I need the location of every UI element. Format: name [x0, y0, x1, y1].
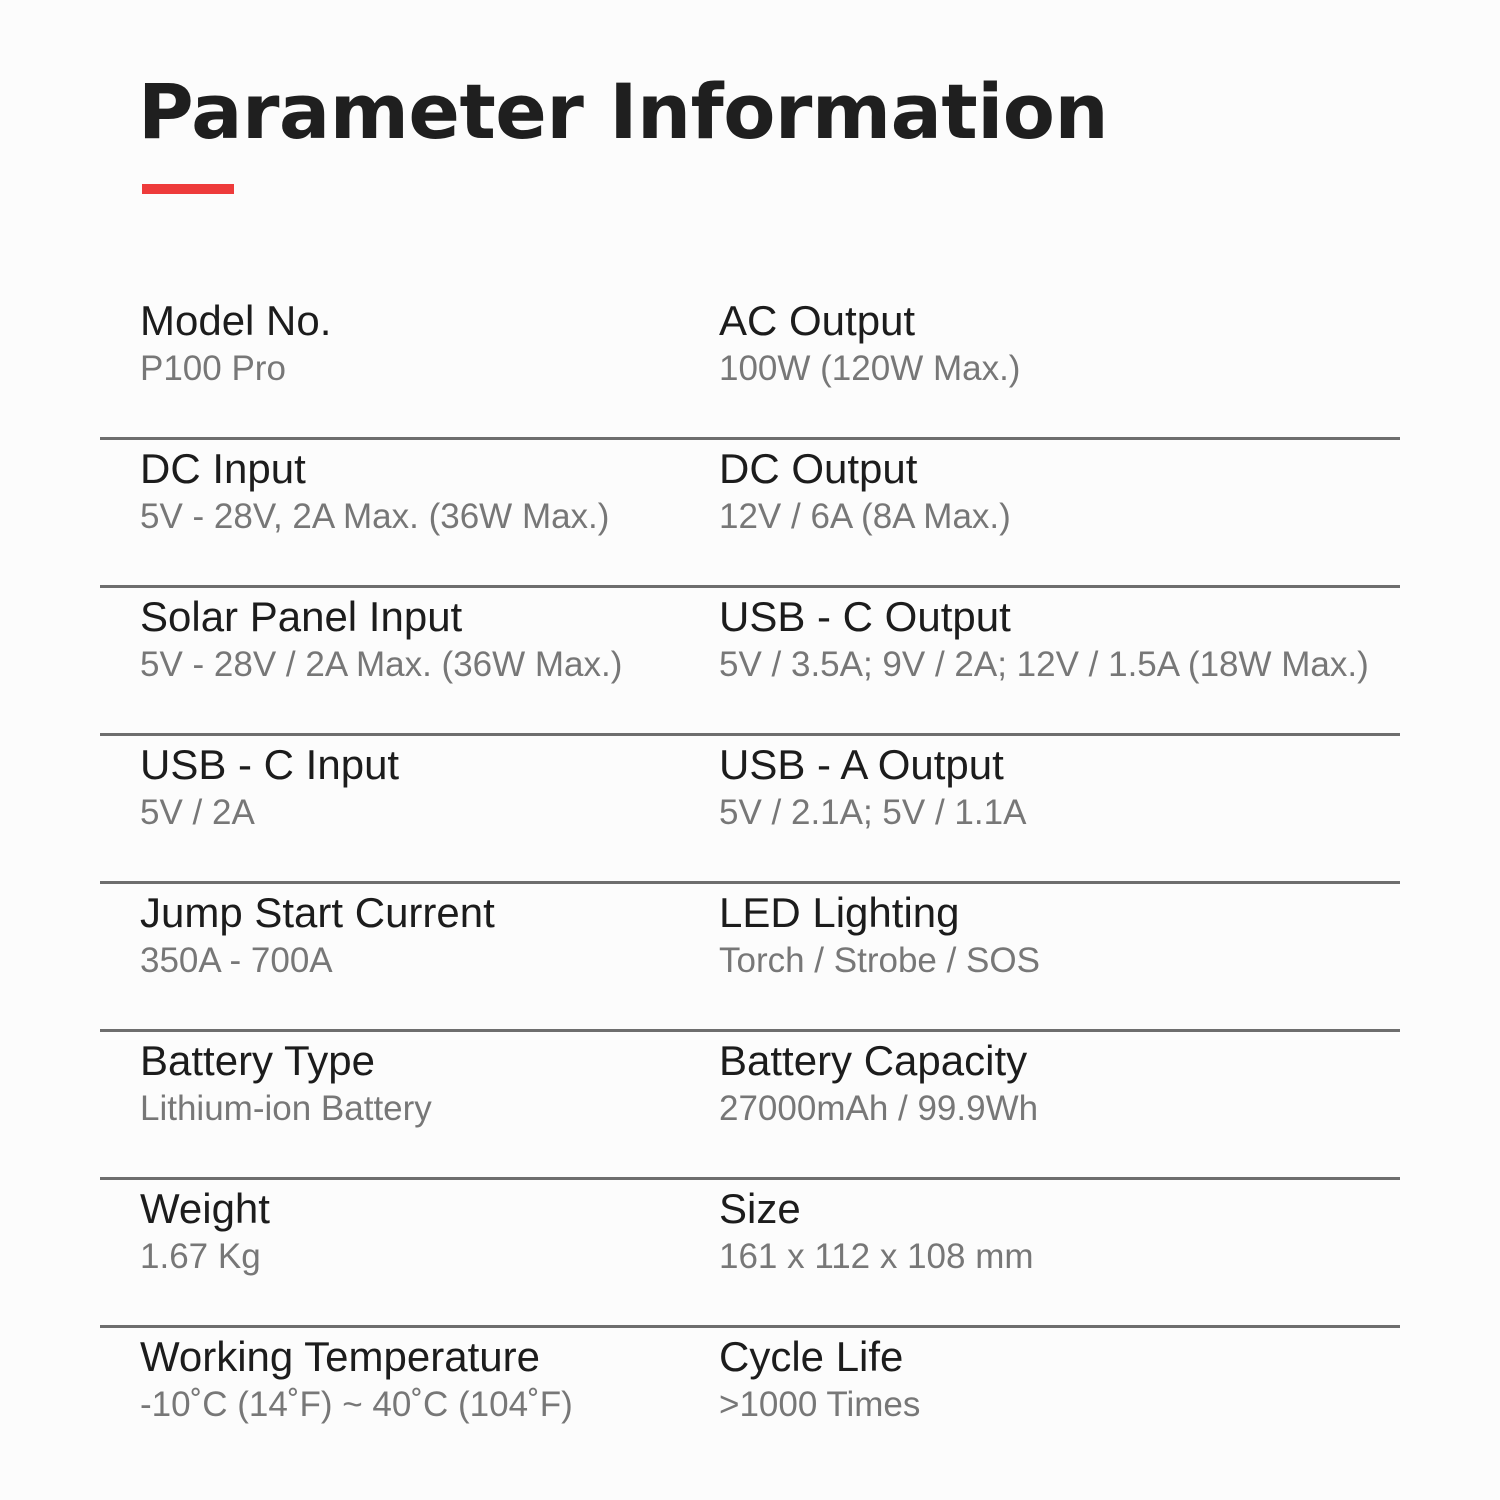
- spec-item-size: [719, 1184, 1034, 1280]
- spec-value: 1.67 Kg: [140, 1237, 261, 1276]
- spec-label: Working Temperature: [140, 1333, 540, 1380]
- spec-item-solar-panel-input: [140, 592, 622, 688]
- spec-value: 5V / 3.5A; 9V / 2A; 12V / 1.5A (18W Max.): [719, 645, 1369, 684]
- spec-value: 27000mAh / 99.9Wh: [719, 1089, 1039, 1128]
- spec-label: AC Output: [719, 297, 916, 344]
- spec-item-battery-type: [140, 1036, 432, 1132]
- spec-row: [100, 736, 1400, 884]
- spec-row: [100, 1032, 1400, 1180]
- spec-item-jump-start-current: [140, 888, 495, 984]
- spec-table: [100, 292, 1400, 1473]
- spec-label: Solar Panel Input: [140, 593, 463, 640]
- spec-value: Lithium-ion Battery: [140, 1089, 432, 1128]
- spec-label: Jump Start Current: [140, 889, 495, 936]
- spec-item-weight: [140, 1184, 270, 1280]
- spec-row: [100, 292, 1400, 440]
- spec-label: USB - C Output: [719, 593, 1011, 640]
- spec-value: 5V / 2A: [140, 793, 255, 832]
- spec-item-usb-a-output: [719, 740, 1026, 836]
- spec-label: DC Input: [140, 445, 306, 492]
- spec-label: DC Output: [719, 445, 918, 492]
- spec-label: USB - A Output: [719, 741, 1004, 788]
- spec-value: 350A - 700A: [140, 941, 333, 980]
- spec-value: 161 x 112 x 108 mm: [719, 1237, 1034, 1276]
- spec-value: 5V / 2.1A; 5V / 1.1A: [719, 793, 1027, 832]
- spec-item-cycle-life: [719, 1332, 920, 1428]
- spec-item-ac-output: [719, 296, 1020, 392]
- spec-value: 5V - 28V / 2A Max. (36W Max.): [140, 645, 623, 684]
- spec-item-led-lighting: [719, 888, 1040, 984]
- spec-item-usb-c-input: [140, 740, 399, 836]
- spec-item-usb-c-output: [719, 592, 1369, 688]
- spec-item-model-no: [140, 296, 331, 392]
- spec-row: [100, 588, 1400, 736]
- spec-label: LED Lighting: [719, 889, 960, 936]
- spec-item-dc-input: [140, 444, 609, 540]
- spec-label: Battery Type: [140, 1037, 376, 1084]
- spec-label: Model No.: [140, 297, 332, 344]
- spec-item-working-temperature: [140, 1332, 573, 1428]
- spec-item-battery-capacity: [719, 1036, 1038, 1132]
- spec-value: Torch / Strobe / SOS: [719, 941, 1040, 980]
- spec-row: [100, 884, 1400, 1032]
- spec-value: -10˚C (14˚F) ~ 40˚C (104˚F): [140, 1385, 573, 1424]
- spec-label: Cycle Life: [719, 1333, 904, 1380]
- spec-value: 100W (120W Max.): [719, 349, 1021, 388]
- spec-value: P100 Pro: [140, 349, 286, 388]
- spec-label: Weight: [140, 1185, 270, 1232]
- spec-value: >1000 Times: [719, 1385, 921, 1424]
- title-accent-bar: [142, 184, 234, 194]
- spec-label: USB - C Input: [140, 741, 400, 788]
- spec-label: Battery Capacity: [719, 1037, 1028, 1084]
- spec-item-dc-output: [719, 444, 1011, 540]
- spec-row: [100, 1180, 1400, 1328]
- spec-label: Size: [719, 1185, 801, 1232]
- spec-value: 12V / 6A (8A Max.): [719, 497, 1011, 536]
- spec-row: [100, 1328, 1400, 1473]
- spec-value: 5V - 28V, 2A Max. (36W Max.): [140, 497, 610, 536]
- page-title: Parameter Information: [138, 67, 1109, 156]
- spec-row: [100, 440, 1400, 588]
